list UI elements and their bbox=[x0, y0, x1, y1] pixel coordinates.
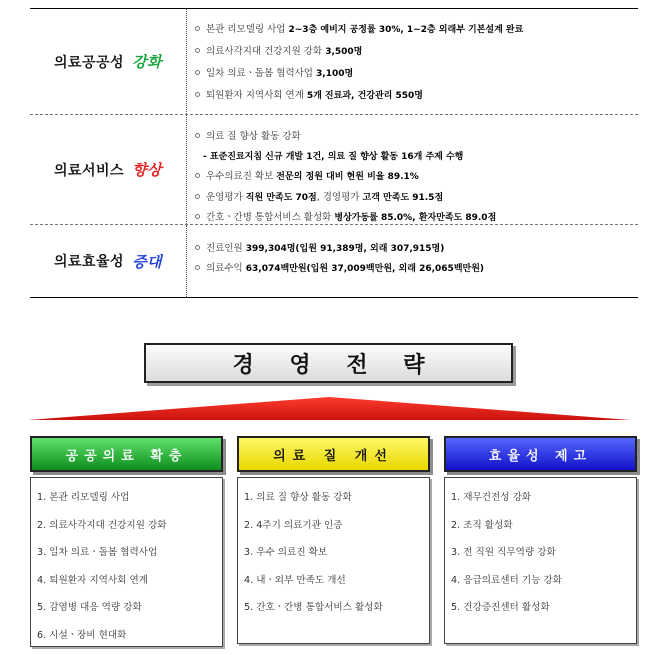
detail-item: 퇴원환자 지역사회 연계 5개 진료과, 건강관리 550명 bbox=[195, 85, 638, 107]
summary-row-service bbox=[30, 115, 638, 225]
detail-item: 본관 리모델링 사업 2~3층 예비지 공정률 30%, 1~2층 외래부 기본설계 완료 bbox=[195, 19, 638, 41]
detail-item: 의료수익 63,074백만원(입원 37,009백만원, 외래 26,065백만원) bbox=[195, 259, 638, 279]
detail-subitem: - 표준진료지침 신규 개발 1건, 의료 질 향상 활동 16개 주제 수행 bbox=[203, 151, 464, 162]
category-label: 의료서비스 bbox=[53, 162, 125, 179]
summary-category bbox=[30, 115, 187, 224]
list-item: 1. 의료 질 향상 활동 강화 bbox=[244, 492, 352, 503]
category-emphasis: 강화 bbox=[132, 53, 163, 71]
column-header-efficiency: 효율성 제고 bbox=[444, 436, 637, 472]
list-item: 4. 퇴원환자 지역사회 연계 bbox=[37, 574, 148, 586]
list-item: 4. 내ㆍ외부 만족도 개선 bbox=[244, 574, 346, 586]
circle-bullet-icon bbox=[195, 133, 200, 138]
category-label: 의료공공성 bbox=[53, 54, 125, 71]
summary-row-public bbox=[30, 9, 638, 115]
detail-item: 진료인원 399,304명(입원 91,389명, 외래 307,915명) bbox=[195, 239, 638, 259]
list-item: 5. 감염병 대응 역량 강화 bbox=[37, 602, 142, 613]
column-list-public-health bbox=[30, 477, 223, 647]
circle-bullet-icon bbox=[195, 48, 200, 53]
circle-bullet-icon bbox=[195, 265, 200, 270]
summary-category bbox=[30, 9, 187, 114]
summary-category bbox=[30, 225, 187, 297]
list-item: 2. 조직 활성화 bbox=[451, 519, 513, 531]
list-item: 1. 재무건전성 강화 bbox=[451, 492, 532, 503]
performance-summary-table bbox=[30, 8, 638, 298]
strategy-title: 경 영 전 략 bbox=[144, 343, 513, 383]
detail-item: 간호ㆍ간병 통합서비스 활성화 병상가동률 85.0%, 환자만족도 89.0점 bbox=[195, 208, 638, 229]
summary-details bbox=[187, 9, 638, 114]
column-list-efficiency bbox=[444, 477, 637, 644]
list-item: 2. 4주기 의료기관 인증 bbox=[244, 519, 343, 531]
circle-bullet-icon bbox=[195, 173, 200, 178]
circle-bullet-icon bbox=[195, 92, 200, 97]
detail-item: 의료사각지대 건강지원 강화 3,500명 bbox=[195, 41, 638, 63]
category-label: 의료효율성 bbox=[53, 254, 125, 270]
list-item: 3. 전 직원 직무역량 강화 bbox=[451, 547, 556, 558]
detail-item: 의료 질 향상 활동 강화 bbox=[195, 127, 638, 147]
detail-item: 일차 의료ㆍ돌봄 협력사업 3,100명 bbox=[195, 63, 638, 85]
circle-bullet-icon bbox=[195, 26, 200, 31]
red-wedge-divider bbox=[28, 397, 630, 420]
circle-bullet-icon bbox=[195, 194, 200, 199]
list-item: 3. 일차 의료ㆍ돌봄 협력사업 bbox=[37, 547, 158, 558]
circle-bullet-icon bbox=[195, 70, 200, 75]
summary-details bbox=[187, 115, 638, 224]
list-item: 5. 간호ㆍ간병 통합서비스 활성화 bbox=[244, 602, 383, 613]
list-item: 4. 응급의료센터 기능 강화 bbox=[451, 574, 562, 586]
circle-bullet-icon bbox=[195, 245, 200, 250]
list-item: 3. 우수 의료진 확보 bbox=[244, 547, 328, 558]
detail-item: 운영평가 직원 만족도 70점, 경영평가 고객 만족도 91.5점 bbox=[195, 188, 638, 209]
list-item: 6. 시설ㆍ장비 현대화 bbox=[37, 629, 127, 641]
column-list-quality bbox=[237, 477, 430, 644]
list-item: 5. 건강증진센터 활성화 bbox=[451, 602, 550, 613]
list-item: 1. 본관 리모델링 사업 bbox=[37, 492, 130, 503]
summary-row-efficiency bbox=[30, 225, 638, 297]
list-item: 2. 의료사각지대 건강지원 강화 bbox=[37, 519, 167, 531]
summary-details bbox=[187, 225, 638, 297]
category-emphasis: 향상 bbox=[132, 161, 163, 179]
column-header-public-health: 공공의료 확충 bbox=[30, 436, 223, 472]
column-header-quality: 의료 질 개선 bbox=[237, 436, 430, 472]
category-emphasis: 증대 bbox=[132, 252, 163, 271]
detail-item: 우수의료진 확보 전문의 정원 대비 현원 비율 89.1% bbox=[195, 167, 638, 188]
circle-bullet-icon bbox=[195, 214, 200, 219]
